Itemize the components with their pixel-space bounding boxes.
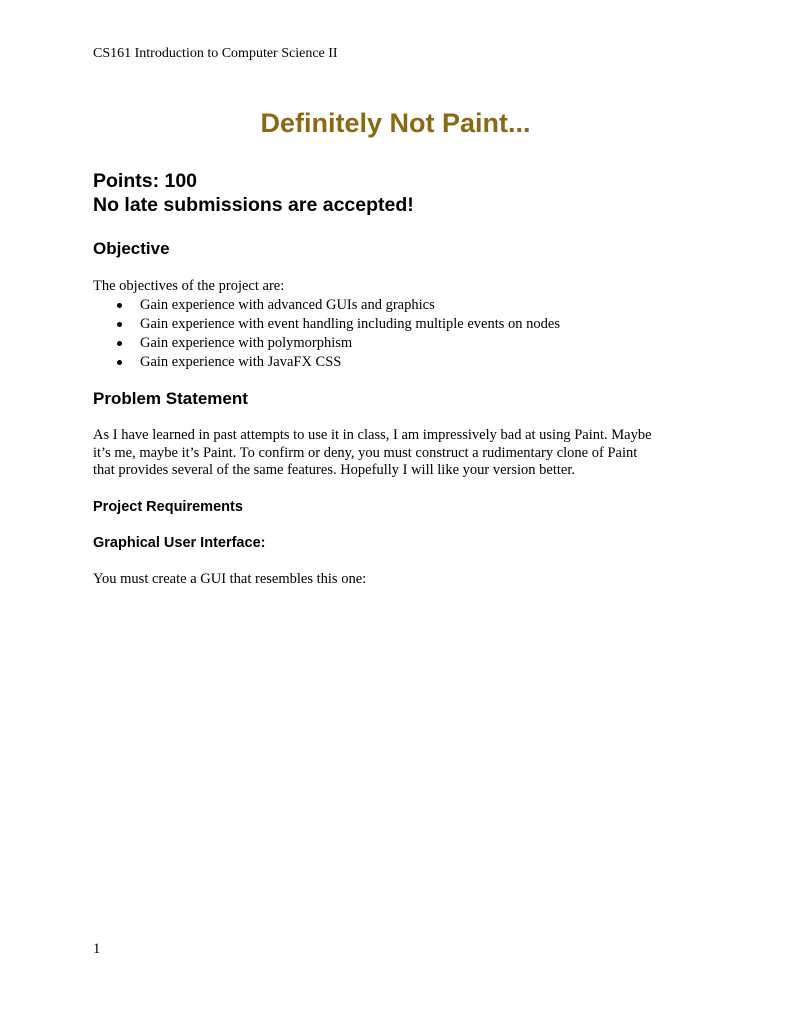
points-line: Points: 100 [93, 170, 198, 192]
problem-line: As I have learned in past attempts to use it in class, I am impressively bad at using Paint. Maybe [93, 427, 652, 443]
bullet-icon [117, 303, 122, 308]
problem-paragraph [93, 427, 703, 480]
requirements-heading: Project Requirements [93, 499, 243, 515]
bullet-icon [117, 341, 122, 346]
bullet-icon [117, 360, 122, 365]
document-title: Definitely Not Paint... [260, 108, 531, 138]
problem-line: that provides several of the same features. Hopefully I will like your version better. [93, 462, 575, 478]
problem-heading: Problem Statement [93, 389, 248, 408]
bullet-icon [117, 322, 122, 327]
gui-text: You must create a GUI that resembles this one: [93, 571, 367, 587]
list-item [93, 296, 560, 315]
page-number: 1 [93, 941, 101, 957]
gui-heading: Graphical User Interface: [93, 535, 266, 551]
objective-heading: Objective [93, 239, 170, 258]
objective-item-text: Gain experience with polymorphism [140, 335, 353, 351]
objective-item-text: Gain experience with event handling including multiple events on nodes [140, 316, 560, 332]
list-item [93, 315, 560, 334]
objective-list [93, 296, 560, 372]
course-header: CS161 Introduction to Computer Science II [93, 46, 338, 61]
objective-intro: The objectives of the project are: [93, 278, 285, 294]
objective-item-text: Gain experience with JavaFX CSS [140, 354, 342, 370]
late-policy-line: No late submissions are accepted! [93, 194, 414, 216]
objective-item-text: Gain experience with advanced GUIs and graphics [140, 297, 435, 313]
list-item [93, 334, 560, 353]
problem-line: it’s me, maybe it’s Paint. To confirm or deny, you must construct a rudimentary clone of Paint [93, 444, 638, 461]
list-item [93, 353, 560, 372]
